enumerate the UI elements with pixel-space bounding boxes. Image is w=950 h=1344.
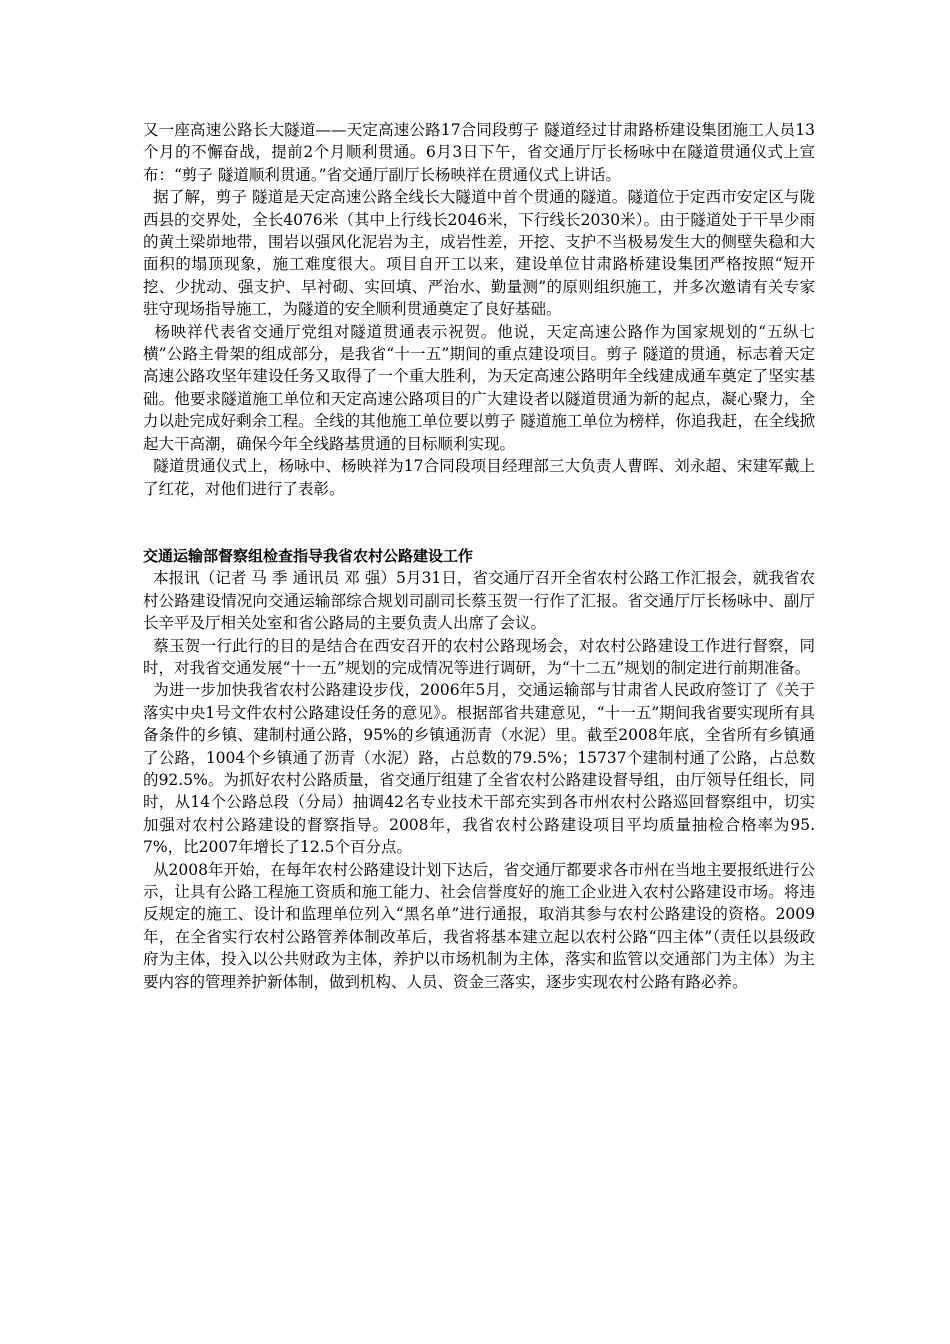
- article-rural-road-inspection: [143, 545, 815, 993]
- article1-paragraph-3: 杨映祥代表省交通厅党组对隧道贯通表示祝贺。他说，天定高速公路作为国家规划的“五纵七横”公路主骨架的组成部分，是我省“十一五”期间的重点建设项目。剪子 隧道的贯通，标志着天定高速公路攻坚年建设任务又取得了一个重大胜利，为天定高速公路明年全线建成通车奠定了坚实基础。他要求隧道施工单位和天定高速公路项目的广大建设者以隧道贯通为新的起点，凝心聚力，全力以赴完成好剩余工程。全线的其他施工单位要以剪子 隧道施工单位为榜样，你追我赶，在全线掀起大干高潮，确保今年全线路基贯通的目标顺利实现。: [143, 322, 815, 453]
- article2-headline: 交通运输部督察组检查指导我省农村公路建设工作: [143, 546, 474, 565]
- article2-paragraph-1: 本报讯（记者 马 季 通讯员 邓 强）5月31日，省交通厅召开全省农村公路工作汇报会，就我省农村公路建设情况向交通运输部综合规划司副司长蔡玉贺一行作了汇报。省交通厅厅长杨咏中、副厅长辛平及厅相关处室和省公路局的主要负责人出席了会议。: [143, 569, 815, 633]
- article-tunnel-breakthrough: [143, 119, 815, 500]
- article2-paragraph-2: 蔡玉贺一行此行的目的是结合在西安召开的农村公路现场会，对农村公路建设工作进行督察，同时，对我省交通发展“十一五”规划的完成情况等进行调研，为“十二五”规划的制定进行前期准备。: [143, 636, 815, 677]
- article2-paragraph-3: 为进一步加快我省农村公路建设步伐，2006年5月，交通运输部与甘肃省人民政府签订了《关于落实中央1号文件农村公路建设任务的意见》。根据部省共建意见，“十一五”期间我省要实现所有具备条件的乡镇、建制村通公路，95%的乡镇通沥青（水泥）里。截至2008年底，全省所有乡镇通了公路，1004个乡镇通了沥青（水泥）路，占总数的79.5%；15737个建制村通了公路，占总数的92.5%。为抓好农村公路质量，省交通厅组建了全省农村公路建设督导组，由厅领导任组长，同时，从14个公路总段（分局）抽调42名专业技术干部充实到各市州农村公路巡回督察组中，切实加强对农村公路建设的督察指导。2008年，我省农村公路建设项目平均质量抽检合格率为95.7%，比2007年增长了12.5个百分点。: [143, 681, 816, 857]
- article1-paragraph-1: 又一座高速公路长大隧道——天定高速公路17合同段剪子 隧道经过甘肃路桥建设集团施工人员13个月的不懈奋战，提前2个月顺利贯通。6月3日下午，省交通厅厅长杨咏中在隧道贯通仪式上宣布：“剪子 隧道顺利贯通。”省交通厅副厅长杨映祥在贯通仪式上讲话。: [143, 121, 815, 184]
- section-gap: [143, 500, 815, 545]
- document-page: [143, 119, 815, 993]
- article2-paragraph-4: 从2008年开始，在每年农村公路建设计划下达后，省交通厅都要求各市州在当地主要报纸进行公示，让具有公路工程施工资质和施工能力、社会信誉度好的施工企业进入农村公路建设市场。将违反规定的施工、设计和监理单位列入“黑名单”进行通报，取消其参与农村公路建设的资格。2009年，在全省实行农村公路管养体制改革后，我省将基本建立起以农村公路“四主体”（责任以县级政府为主体，投入以公共财政为主体，养护以市场机制为主体，落实和监管以交通部门为主体）为主要内容的管理养护新体制，做到机构、人员、资金三落实，逐步实现农村公路有路必养。: [143, 860, 815, 991]
- article1-paragraph-4: 隧道贯通仪式上，杨咏中、杨映祥为17合同段项目经理部三大负责人曹晖、刘永超、宋建军戴上了红花，对他们进行了表彰。: [143, 457, 815, 498]
- article1-paragraph-2: 据了解，剪子 隧道是天定高速公路全线长大隧道中首个贯通的隧道。隧道位于定西市安定区与陇西县的交界处，全长4076米（其中上行线长2046米，下行线长2030米）。由于隧道处于干旱少雨的黄土梁峁地带，围岩以强风化泥岩为主，成岩性差，开挖、支护不当极易发生大的侧壁失稳和大面积的塌顶现象，施工难度很大。项目自开工以来，建设单位甘肃路桥建设集团严格按照“短开挖、少扰动、强支护、早衬砌、实回填、严治水、勤量测”的原则组织施工，并多次邀请有关专家驻守现场指导施工，为隧道的安全顺利贯通奠定了良好基础。: [143, 188, 815, 319]
